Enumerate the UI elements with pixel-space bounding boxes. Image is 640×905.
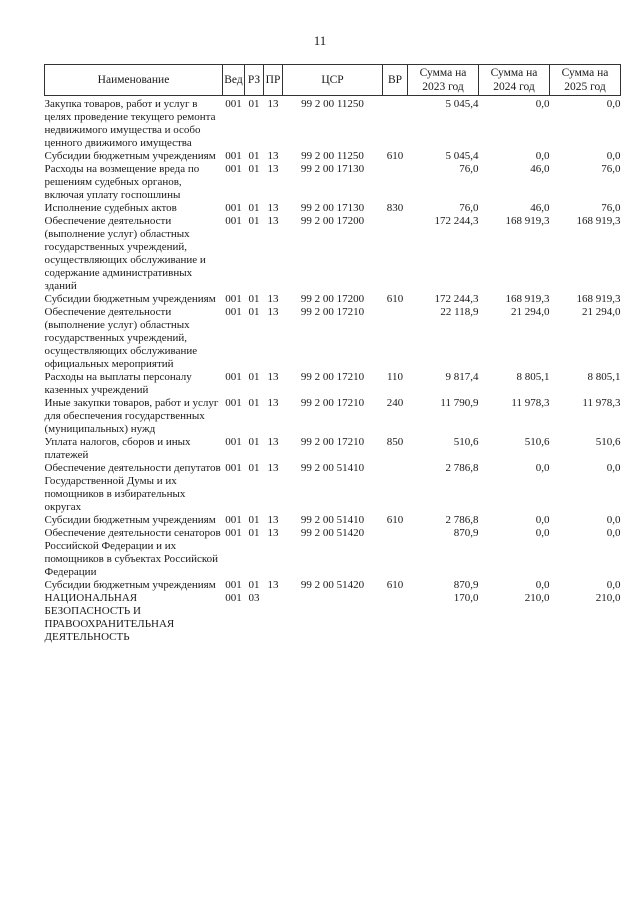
cell-csr: 99 2 00 51420: [300, 527, 365, 539]
cell-sum-2023: 5 045,4: [445, 150, 479, 162]
header-sum-2023: Сумма на 2023 год: [408, 65, 479, 96]
cell-name: Обеспечение деятельности (выполнение услуг) областных государственных учреждений, осуществляющих обслуживание официальных мероприятий: [44, 306, 198, 370]
cell-sum-2025: 8 805,1: [587, 371, 621, 383]
cell-ved: 001: [225, 293, 242, 305]
cell-name: Субсидии бюджетным учреждениям: [44, 293, 216, 305]
cell-pr: [264, 592, 283, 644]
cell-ved: 001: [225, 150, 242, 162]
cell-pr: 13: [267, 150, 279, 162]
cell-name: Иные закупки товаров, работ и услуг для обеспечения государственных (муниципальных) нужд: [44, 397, 219, 435]
cell-pr: 13: [267, 306, 279, 318]
cell-ved: 001: [225, 371, 242, 383]
cell-pr: 13: [267, 163, 279, 175]
cell-ved: 001: [225, 306, 242, 318]
table-row: [45, 293, 621, 306]
table-row: [45, 96, 621, 151]
cell-ved: 001: [225, 592, 242, 604]
cell-sum-2023: 2 786,8: [445, 514, 479, 526]
cell-sum-2024: 0,0: [535, 98, 550, 110]
cell-vr: [383, 462, 408, 514]
cell-rz: 01: [248, 371, 260, 383]
cell-sum-2024: 8 805,1: [516, 371, 550, 383]
cell-ved: 001: [225, 527, 242, 539]
cell-csr: 99 2 00 17210: [300, 371, 365, 383]
cell-name: Субсидии бюджетным учреждениям: [44, 514, 216, 526]
cell-sum-2023: 870,9: [453, 579, 479, 591]
cell-rz: 01: [248, 579, 260, 591]
cell-vr: [383, 527, 408, 579]
budget-table: [44, 64, 621, 644]
cell-vr: 610: [386, 514, 404, 526]
cell-rz: 01: [248, 98, 260, 110]
cell-ved: 001: [225, 397, 242, 409]
cell-ved: 001: [225, 514, 242, 526]
table-row: [45, 514, 621, 527]
table-header-row: [45, 65, 621, 96]
page-number: 11: [313, 33, 327, 48]
cell-csr: 99 2 00 51420: [300, 579, 365, 591]
cell-rz: 01: [248, 293, 260, 305]
cell-csr: 99 2 00 51410: [300, 514, 365, 526]
cell-sum-2023: 172 244,3: [434, 293, 479, 305]
cell-vr: 240: [386, 397, 404, 409]
table-row: [45, 527, 621, 579]
table-row: [45, 397, 621, 436]
cell-pr: 13: [267, 215, 279, 227]
cell-sum-2025: 11 978,3: [582, 397, 621, 409]
cell-rz: 01: [248, 150, 260, 162]
cell-sum-2023: 76,0: [459, 202, 479, 214]
cell-sum-2023: 11 790,9: [440, 397, 479, 409]
header-pr: ПР: [264, 65, 283, 96]
cell-sum-2023: 510,6: [453, 436, 479, 448]
cell-vr: 830: [386, 202, 404, 214]
cell-name: Уплата налогов, сборов и иных платежей: [44, 436, 191, 461]
cell-ved: 001: [225, 436, 242, 448]
table-row: [45, 215, 621, 293]
cell-csr: 99 2 00 11250: [301, 150, 364, 162]
cell-vr: [383, 163, 408, 202]
cell-sum-2025: 76,0: [601, 202, 621, 214]
cell-csr: 99 2 00 51410: [300, 462, 365, 474]
cell-csr: 99 2 00 17210: [300, 436, 365, 448]
header-ved: Вед: [223, 65, 245, 96]
cell-rz: 01: [248, 462, 260, 474]
cell-sum-2025: 0,0: [606, 527, 621, 539]
cell-ved: 001: [225, 163, 242, 175]
cell-pr: 13: [267, 462, 279, 474]
cell-rz: 01: [248, 514, 260, 526]
cell-vr: [383, 96, 408, 151]
cell-csr: 99 2 00 17200: [300, 293, 365, 305]
cell-rz: 03: [248, 592, 260, 604]
cell-sum-2025: 21 294,0: [582, 306, 621, 318]
header-rz: РЗ: [245, 65, 264, 96]
cell-sum-2025: 0,0: [606, 579, 621, 591]
cell-sum-2024: 11 978,3: [511, 397, 550, 409]
cell-sum-2024: 168 919,3: [505, 215, 550, 227]
cell-sum-2024: 510,6: [524, 436, 550, 448]
cell-name: Расходы на возмещение вреда по решениям судебных органов, включая уплату госпошлины: [44, 163, 200, 201]
cell-csr: [283, 592, 383, 644]
cell-name: Обеспечение деятельности депутатов Государственной Думы и их помощников в избирательных округах: [44, 462, 221, 513]
cell-name: Субсидии бюджетным учреждениям: [44, 579, 216, 591]
cell-sum-2025: 0,0: [606, 462, 621, 474]
cell-sum-2025: 0,0: [606, 514, 621, 526]
cell-sum-2023: 76,0: [459, 163, 479, 175]
cell-vr: 110: [386, 371, 404, 383]
table-row: [45, 462, 621, 514]
cell-sum-2024: 168 919,3: [505, 293, 550, 305]
cell-sum-2025: 76,0: [601, 163, 621, 175]
cell-name: Обеспечение деятельности сенаторов Российской Федерации и их помощников в субъектах Российской Федерации: [44, 527, 221, 578]
cell-sum-2025: 0,0: [606, 98, 621, 110]
cell-csr: 99 2 00 17210: [300, 306, 365, 318]
header-sum-2024: Сумма на 2024 год: [479, 65, 550, 96]
cell-rz: 01: [248, 163, 260, 175]
header-sum-2025: Сумма на 2025 год: [550, 65, 621, 96]
cell-rz: 01: [248, 527, 260, 539]
cell-pr: 13: [267, 371, 279, 383]
cell-rz: 01: [248, 306, 260, 318]
cell-sum-2024: 46,0: [530, 163, 550, 175]
cell-sum-2023: 170,0: [453, 592, 479, 604]
cell-sum-2023: 22 118,9: [440, 306, 479, 318]
table-row: [45, 592, 621, 644]
header-name: Наименование: [45, 65, 223, 96]
table-row: [45, 579, 621, 592]
cell-csr: 99 2 00 17130: [300, 202, 365, 214]
cell-csr: 99 2 00 17200: [300, 215, 365, 227]
cell-sum-2025: 168 919,3: [576, 293, 621, 305]
cell-sum-2023: 2 786,8: [445, 462, 479, 474]
cell-ved: 001: [225, 98, 242, 110]
cell-sum-2024: 0,0: [535, 579, 550, 591]
cell-vr: 610: [386, 150, 404, 162]
cell-csr: 99 2 00 17210: [300, 397, 365, 409]
cell-pr: 13: [267, 514, 279, 526]
cell-sum-2024: 21 294,0: [511, 306, 550, 318]
cell-pr: 13: [267, 527, 279, 539]
cell-sum-2024: 0,0: [535, 150, 550, 162]
cell-rz: 01: [248, 436, 260, 448]
cell-pr: 13: [267, 579, 279, 591]
cell-name: Закупка товаров, работ и услуг в целях проведение текущего ремонта недвижимого имущества и особо ценного движимого имущества: [44, 98, 216, 149]
cell-sum-2024: 0,0: [535, 527, 550, 539]
cell-vr: 850: [386, 436, 404, 448]
cell-name: НАЦИОНАЛЬНАЯ БЕЗОПАСНОСТЬ И ПРАВООХРАНИТЕЛЬНАЯ ДЕЯТЕЛЬНОСТЬ: [44, 592, 175, 643]
cell-sum-2025: 210,0: [595, 592, 621, 604]
cell-sum-2025: 0,0: [606, 150, 621, 162]
cell-sum-2024: 46,0: [530, 202, 550, 214]
cell-name: Обеспечение деятельности (выполнение услуг) областных государственных учреждений, осуществляющих обслуживание и содержание административных зданий: [44, 215, 206, 292]
cell-name: Субсидии бюджетным учреждениям: [44, 150, 216, 162]
cell-ved: 001: [225, 202, 242, 214]
table-row: [45, 436, 621, 462]
cell-pr: 13: [267, 293, 279, 305]
cell-pr: 13: [267, 397, 279, 409]
cell-name: Исполнение судебных актов: [44, 202, 177, 214]
header-vr: ВР: [383, 65, 408, 96]
table-row: [45, 163, 621, 202]
cell-name: Расходы на выплаты персоналу казенных учреждений: [44, 371, 192, 396]
table-row: [45, 371, 621, 397]
cell-pr: 13: [267, 202, 279, 214]
cell-rz: 01: [248, 215, 260, 227]
cell-csr: 99 2 00 11250: [301, 98, 364, 110]
table-row: [45, 202, 621, 215]
cell-rz: 01: [248, 202, 260, 214]
cell-rz: 01: [248, 397, 260, 409]
header-csr: ЦСР: [283, 65, 383, 96]
table-row: [45, 306, 621, 371]
cell-sum-2025: 510,6: [595, 436, 621, 448]
cell-ved: 001: [225, 215, 242, 227]
cell-ved: 001: [225, 462, 242, 474]
cell-sum-2023: 172 244,3: [434, 215, 479, 227]
cell-sum-2024: 210,0: [524, 592, 550, 604]
cell-sum-2023: 870,9: [453, 527, 479, 539]
table-row: [45, 150, 621, 163]
cell-pr: 13: [267, 436, 279, 448]
cell-ved: 001: [225, 579, 242, 591]
cell-vr: [383, 592, 408, 644]
cell-sum-2023: 9 817,4: [445, 371, 479, 383]
cell-vr: 610: [386, 293, 404, 305]
cell-vr: [383, 215, 408, 293]
cell-sum-2025: 168 919,3: [576, 215, 621, 227]
cell-sum-2023: 5 045,4: [445, 98, 479, 110]
cell-sum-2024: 0,0: [535, 514, 550, 526]
cell-vr: 610: [386, 579, 404, 591]
cell-vr: [383, 306, 408, 371]
cell-sum-2024: 0,0: [535, 462, 550, 474]
cell-csr: 99 2 00 17130: [300, 163, 365, 175]
cell-pr: 13: [267, 98, 279, 110]
